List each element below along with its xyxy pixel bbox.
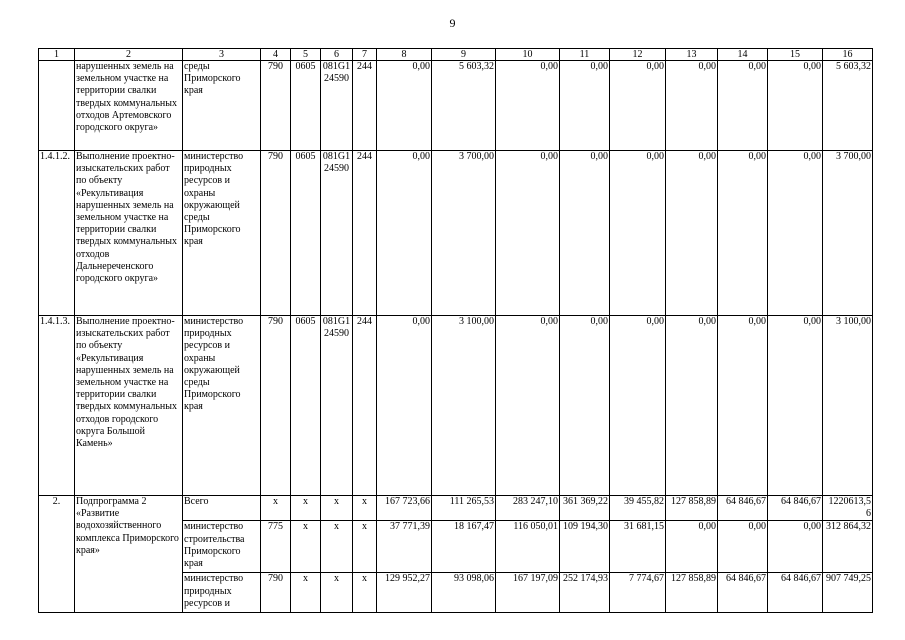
- amount-cell: 0,00: [768, 521, 823, 573]
- column-header: 6: [321, 49, 353, 61]
- amount-cell: 167 723,66: [377, 496, 432, 521]
- subprogram-number: 2.: [39, 496, 75, 613]
- rzpr-code: 0605: [291, 316, 321, 496]
- amount-cell: 0,00: [718, 316, 768, 496]
- amount-cell: 93 098,06: [432, 573, 496, 613]
- amount-cell: 167 197,09: [496, 573, 560, 613]
- table-row: [39, 61, 873, 151]
- vr-code: 244: [353, 316, 377, 496]
- amount-cell: 127 858,89: [666, 496, 718, 521]
- item-number: [39, 61, 75, 151]
- item-name: нарушенных земель на земельном участке на территории свалки твердых коммунальных отходов Артемовского городского округа»: [75, 61, 183, 151]
- amount-cell: 0,00: [666, 61, 718, 151]
- amount-cell: 0,00: [496, 61, 560, 151]
- amount-cell: 0,00: [610, 316, 666, 496]
- amount-cell: 0,00: [610, 151, 666, 316]
- table-row: [39, 316, 873, 496]
- column-header: 1: [39, 49, 75, 61]
- grbs-code: 790: [261, 316, 291, 496]
- column-header: 3: [183, 49, 261, 61]
- item-name: Выполнение проектно-изыскательских работ по объекту «Рекультивация нарушенных земель на земельном участке на территории свалки твердых коммунальных отходов городского округа Большой Камень»: [75, 316, 183, 496]
- amount-cell: 127 858,89: [666, 573, 718, 613]
- column-header: 11: [560, 49, 610, 61]
- item-executor: министерство природных ресурсов и охраны окружающей среды Приморского края: [183, 316, 261, 496]
- amount-cell: 252 174,93: [560, 573, 610, 613]
- amount-cell: 0,00: [768, 316, 823, 496]
- vr-code: x: [353, 496, 377, 521]
- amount-cell: 312 864,32: [823, 521, 873, 573]
- table-row: [39, 151, 873, 316]
- column-header: 2: [75, 49, 183, 61]
- item-name: Выполнение проектно-изыскательских работ по объекту «Рекультивация нарушенных земель на земельном участке на территории свалки твердых коммунальных отходов Дальнереченского городского округа»: [75, 151, 183, 316]
- column-number-row: [39, 49, 873, 61]
- amount-cell: 0,00: [377, 316, 432, 496]
- vr-code: x: [353, 521, 377, 573]
- item-executor: министерство природных ресурсов и охраны окружающей среды Приморского края: [183, 151, 261, 316]
- amount-cell: 64 846,67: [718, 573, 768, 613]
- amount-cell: 0,00: [666, 151, 718, 316]
- rzpr-code: x: [291, 521, 321, 573]
- amount-cell: 3 700,00: [432, 151, 496, 316]
- vr-code: 244: [353, 61, 377, 151]
- column-header: 14: [718, 49, 768, 61]
- amount-cell: 64 846,67: [768, 496, 823, 521]
- amount-cell: 0,00: [377, 151, 432, 316]
- item-executor: министерство строительства Приморского края: [183, 521, 261, 573]
- amount-cell: 0,00: [666, 521, 718, 573]
- rzpr-code: x: [291, 573, 321, 613]
- item-executor: среды Приморского края: [183, 61, 261, 151]
- column-header: 7: [353, 49, 377, 61]
- amount-cell: 0,00: [718, 521, 768, 573]
- grbs-code: 775: [261, 521, 291, 573]
- amount-cell: 111 265,53: [432, 496, 496, 521]
- column-header: 4: [261, 49, 291, 61]
- column-header: 9: [432, 49, 496, 61]
- amount-cell: 0,00: [496, 316, 560, 496]
- grbs-code: 790: [261, 151, 291, 316]
- amount-cell: 7 774,67: [610, 573, 666, 613]
- rzpr-code: 0605: [291, 151, 321, 316]
- amount-cell: 129 952,27: [377, 573, 432, 613]
- column-header: 12: [610, 49, 666, 61]
- csr-code: x: [321, 521, 353, 573]
- amount-cell: 0,00: [560, 316, 610, 496]
- grbs-code: x: [261, 496, 291, 521]
- rzpr-code: x: [291, 496, 321, 521]
- amount-cell: 18 167,47: [432, 521, 496, 573]
- amount-cell: 109 194,30: [560, 521, 610, 573]
- item-executor: министерство природных ресурсов и: [183, 573, 261, 613]
- amount-cell: 0,00: [768, 61, 823, 151]
- grbs-code: 790: [261, 61, 291, 151]
- csr-code: x: [321, 573, 353, 613]
- amount-cell: 1220613,56: [823, 496, 873, 521]
- column-header: 10: [496, 49, 560, 61]
- amount-cell: 0,00: [560, 61, 610, 151]
- csr-code: 081G1 24590: [321, 151, 353, 316]
- amount-cell: 37 771,39: [377, 521, 432, 573]
- amount-cell: 3 700,00: [823, 151, 873, 316]
- budget-table: [38, 48, 873, 613]
- amount-cell: 0,00: [377, 61, 432, 151]
- column-header: 15: [768, 49, 823, 61]
- item-executor: Всего: [183, 496, 261, 521]
- subprogram-row: [39, 496, 873, 521]
- csr-code: 081G1 24590: [321, 61, 353, 151]
- amount-cell: 5 603,32: [823, 61, 873, 151]
- column-header: 13: [666, 49, 718, 61]
- csr-code: 081G1 24590: [321, 316, 353, 496]
- amount-cell: 0,00: [560, 151, 610, 316]
- amount-cell: 39 455,82: [610, 496, 666, 521]
- amount-cell: 0,00: [718, 151, 768, 316]
- vr-code: 244: [353, 151, 377, 316]
- amount-cell: 116 050,01: [496, 521, 560, 573]
- amount-cell: 283 247,10: [496, 496, 560, 521]
- item-number: 1.4.1.3.: [39, 316, 75, 496]
- column-header: 16: [823, 49, 873, 61]
- subprogram-name: Подпрограмма 2 «Развитие водохозяйственного комплекса Приморского края»: [75, 496, 183, 613]
- column-header: 5: [291, 49, 321, 61]
- csr-code: x: [321, 496, 353, 521]
- amount-cell: 5 603,32: [432, 61, 496, 151]
- amount-cell: 3 100,00: [432, 316, 496, 496]
- column-header: 8: [377, 49, 432, 61]
- amount-cell: 0,00: [718, 61, 768, 151]
- amount-cell: 64 846,67: [718, 496, 768, 521]
- amount-cell: 31 681,15: [610, 521, 666, 573]
- amount-cell: 0,00: [768, 151, 823, 316]
- item-number: 1.4.1.2.: [39, 151, 75, 316]
- amount-cell: 0,00: [666, 316, 718, 496]
- grbs-code: 790: [261, 573, 291, 613]
- page-number: 9: [449, 16, 456, 30]
- amount-cell: 0,00: [610, 61, 666, 151]
- amount-cell: 64 846,67: [768, 573, 823, 613]
- amount-cell: 0,00: [496, 151, 560, 316]
- rzpr-code: 0605: [291, 61, 321, 151]
- amount-cell: 3 100,00: [823, 316, 873, 496]
- vr-code: x: [353, 573, 377, 613]
- amount-cell: 907 749,25: [823, 573, 873, 613]
- amount-cell: 361 369,22: [560, 496, 610, 521]
